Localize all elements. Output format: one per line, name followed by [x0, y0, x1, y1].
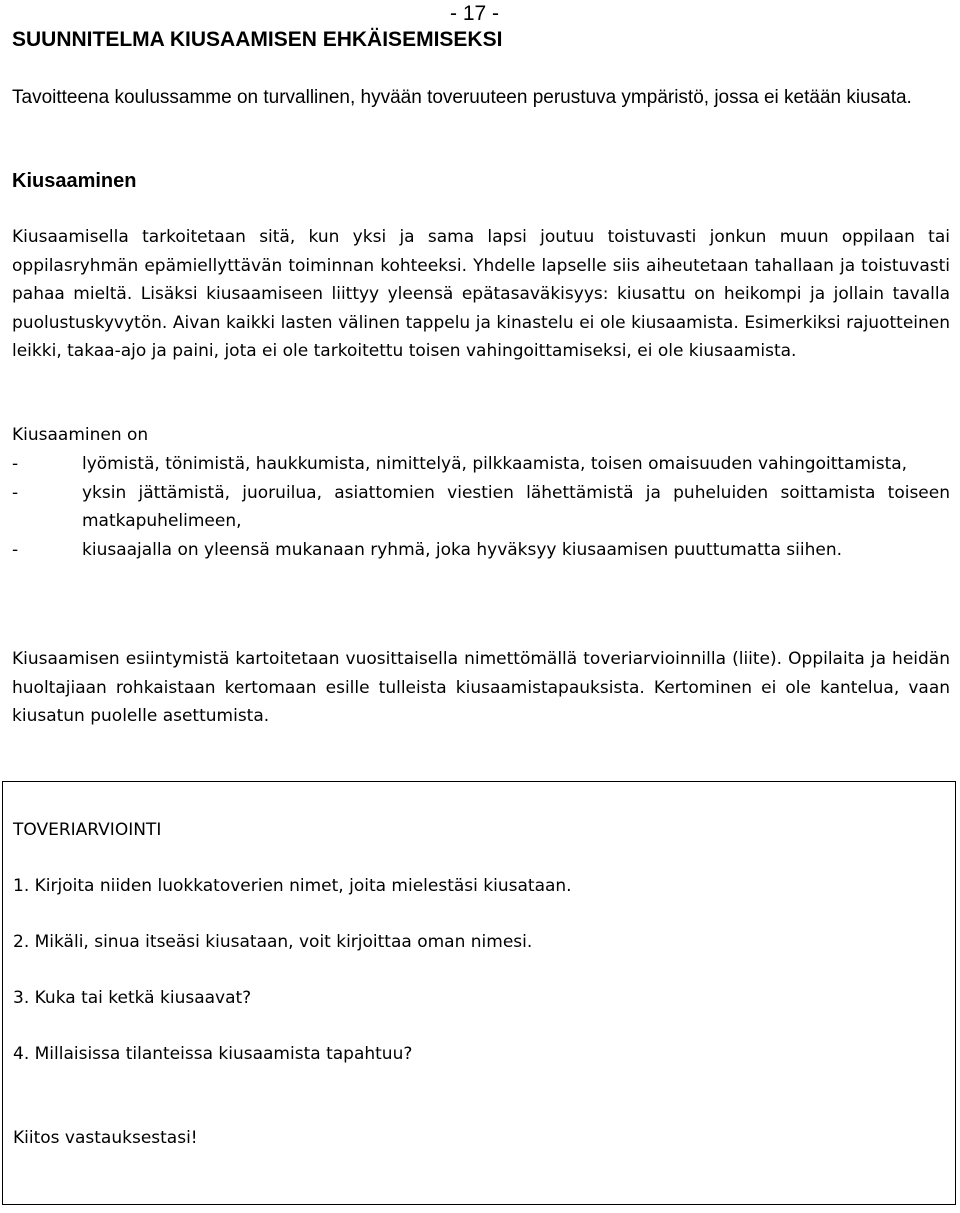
- form-title: TOVERIARVIOINTI: [13, 820, 162, 840]
- form-question-4: 4. Millaisissa tilanteissa kiusaamista tapahtuu?: [13, 1044, 413, 1064]
- section-heading: Kiusaaminen: [12, 170, 137, 192]
- list-item: [12, 450, 950, 479]
- list-item: [12, 536, 950, 565]
- document-title: SUUNNITELMA KIUSAAMISEN EHKÄISEMISEKSI: [12, 28, 503, 51]
- definition-sentence: Yhdelle lapselle siis aiheutetaan tahallaan ja toistuvasti pahaa mieltä.: [12, 255, 950, 304]
- list-item-text: lyömistä, tönimistä, haukkumista, nimittelyä, pilkkaamista, toisen omaisuuden vahingoittamista,: [82, 454, 908, 474]
- definition-paragraph: [12, 223, 950, 366]
- list-item: [12, 479, 950, 536]
- dash-marker: -: [12, 539, 19, 560]
- dash-marker: -: [12, 482, 19, 503]
- bullying-forms-list: [12, 450, 950, 564]
- form-question-1: 1. Kirjoita niiden luokkatoverien nimet, joita mielestäsi kiusataan.: [13, 876, 572, 896]
- list-item-text: yksin jättämistä, juoruilua, asiattomien viestien lähettämistä ja puheluiden soittamista toiseen matkapuhelimeen,: [82, 482, 950, 531]
- peer-review-form-box: [2, 781, 956, 1205]
- intro-paragraph: Tavoitteena koulussamme on turvallinen, hyvään toveruuteen perustuva ympäristö, jossa ei ketään kiusata.: [12, 87, 912, 108]
- survey-sentence: Oppilaita ja heidän huoltajiaan rohkaistaan kertomaan esille tulleista kiusaamistapauksista.: [12, 649, 951, 698]
- definition-sentence: Esimerkiksi rajuotteinen leikki, takaa-ajo ja paini, jota ei ole tarkoitettu toisen vahingoittamiseksi, ei ole kiusaamista.: [12, 312, 951, 361]
- form-question-3: 3. Kuka tai ketkä kiusaavat?: [13, 988, 252, 1008]
- list-intro: Kiusaaminen on: [12, 425, 149, 445]
- survey-sentence: Kertominen ei ole kantelua, vaan kiusatun puolelle asettumista.: [12, 677, 951, 726]
- dash-marker: -: [12, 454, 19, 474]
- definition-sentence: Kiusaamisella tarkoitetaan sitä, kun yksi ja sama lapsi joutuu toistuvasti jonkun muun oppilaan tai oppilasryhmän epämiellyttävän toiminnan kohteeksi.: [12, 227, 950, 276]
- survey-paragraph: [12, 645, 950, 731]
- list-item-text: kiusaajalla on yleensä mukanaan ryhmä, joka hyväksyy kiusaamisen puuttumatta siihen.: [82, 539, 843, 560]
- definition-sentence: Lisäksi kiusaamiseen liittyy yleensä epätasaväkisyys: kiusattu on heikompi ja jollain tavalla puolustuskyvytön.: [12, 284, 950, 333]
- page-number: - 17 -: [450, 2, 500, 25]
- definition-sentence: Aivan kaikki lasten välinen tappelu ja kinastelu ei ole kiusaamista.: [172, 312, 739, 333]
- form-closing: Kiitos vastauksestasi!: [13, 1128, 198, 1148]
- form-question-2: 2. Mikäli, sinua itseäsi kiusataan, voit kirjoittaa oman nimesi.: [13, 932, 533, 952]
- survey-sentence: Kiusaamisen esiintymistä kartoitetaan vuosittaisella nimettömällä toveriarvioinnilla (liite).: [12, 649, 783, 669]
